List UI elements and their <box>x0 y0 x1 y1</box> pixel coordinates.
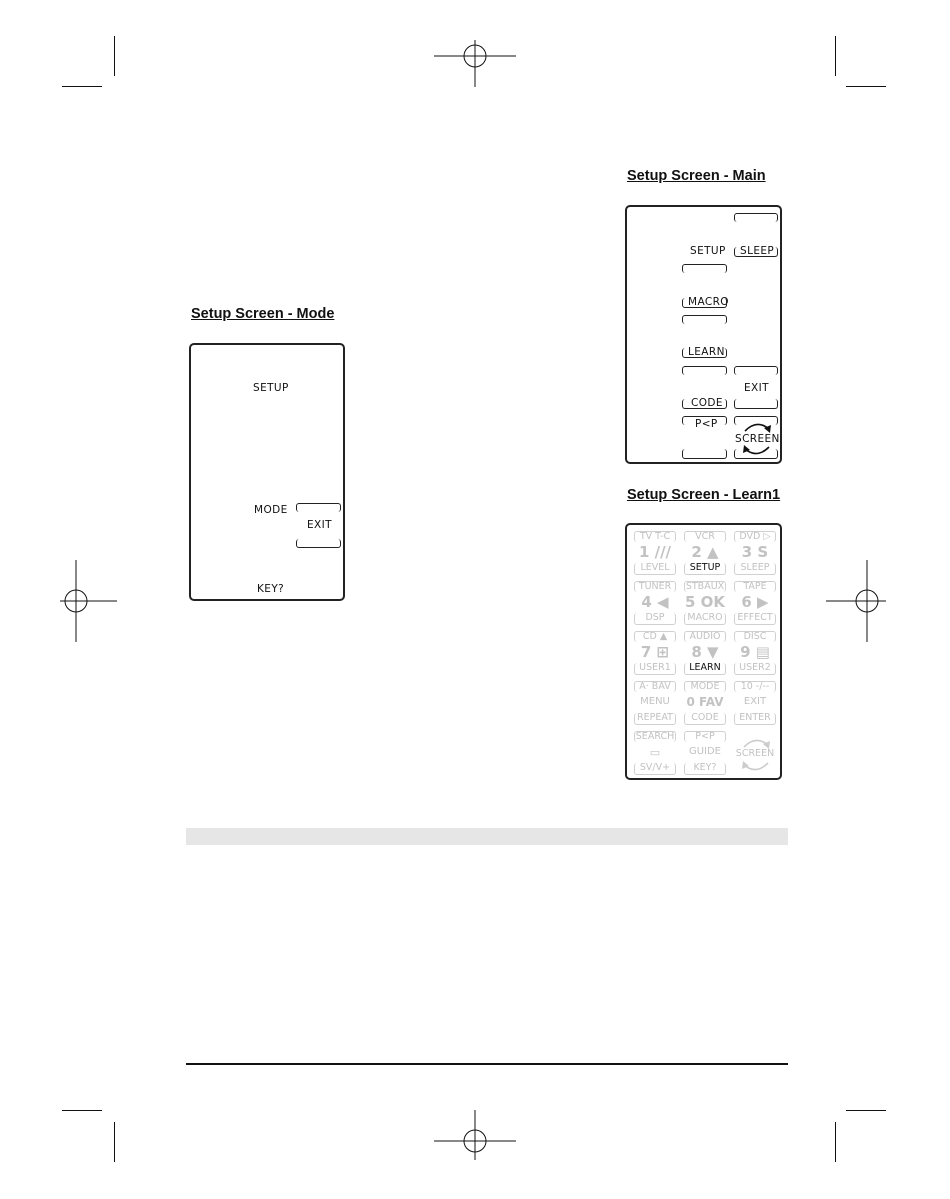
main-code-button[interactable]: CODE <box>691 397 723 409</box>
caption-setup-main: Setup Screen - Main <box>627 168 766 184</box>
footer-rule <box>186 1063 788 1065</box>
learn-key-0[interactable]: MODE 0 FAV CODE <box>682 681 728 727</box>
bracket <box>682 298 727 308</box>
section-band <box>186 828 788 845</box>
learn-key-5[interactable]: STBAUX 5 OK MACRO <box>684 581 726 623</box>
bracket <box>682 348 727 358</box>
bracket <box>734 247 778 257</box>
caption-setup-learn1: Setup Screen - Learn1 <box>627 487 781 503</box>
lcd-screen-learn1 <box>625 523 782 780</box>
mode-exit-button[interactable]: EXIT <box>307 519 332 531</box>
exit-key-top-bracket <box>296 503 341 512</box>
bracket <box>734 366 778 375</box>
crop-mark <box>62 86 102 87</box>
mode-key-label: KEY? <box>257 583 285 595</box>
learn-key-search[interactable]: SEARCH ▭ SV/V+ <box>635 731 675 773</box>
main-setup-label: SETUP <box>690 245 726 257</box>
bracket <box>682 315 727 324</box>
learn-key-4[interactable]: TUNER 4 ◀ DSP <box>632 581 678 627</box>
learn-key-10[interactable]: 10 -/-- EXIT ENTER <box>732 681 778 727</box>
bracket <box>682 449 727 459</box>
learn-key-pip[interactable]: P<P GUIDE KEY? <box>682 731 728 777</box>
mode-mode-label: MODE <box>254 504 288 516</box>
lcd-screen-main <box>625 205 782 464</box>
learn-key-3[interactable]: DVD ▷ 3 S SLEEP <box>732 531 778 577</box>
registration-mark-icon <box>434 15 516 97</box>
crop-mark <box>846 1110 886 1111</box>
main-pip-button[interactable]: P<P <box>695 418 718 430</box>
learn-key-7[interactable]: CD ▲ 7 ⊞ USER1 <box>632 631 678 677</box>
lcd-screen-mode <box>189 343 345 601</box>
learn-setup-label: SETUP <box>689 562 721 573</box>
learn-key-menu[interactable]: A· BAV MENU REPEAT <box>632 681 678 727</box>
crop-mark <box>114 1122 115 1162</box>
registration-mark-icon <box>35 560 117 642</box>
main-macro-button[interactable]: MACRO <box>688 296 729 308</box>
crop-mark <box>846 86 886 87</box>
registration-mark-icon <box>434 1100 516 1182</box>
learn-key-8-learn[interactable]: AUDIO 8 ▼ LEARN <box>682 631 728 677</box>
learn-key-screen[interactable]: SCREEN <box>732 731 778 777</box>
registration-mark-icon <box>826 560 908 642</box>
learn-key-2-setup[interactable]: VCR 2 ▲ SETUP <box>682 531 728 577</box>
crop-mark <box>114 36 115 76</box>
learn-key-9[interactable]: DISC 9 ▤ USER2 <box>732 631 778 677</box>
learn-key-6[interactable]: TAPE 6 ▶ EFFECT <box>732 581 778 627</box>
learn-learn-label: LEARN <box>689 662 721 673</box>
bracket <box>682 399 727 409</box>
bracket <box>682 264 727 273</box>
crop-mark <box>62 1110 102 1111</box>
main-screen-button[interactable]: SCREEN <box>735 433 780 445</box>
mode-setup-label: SETUP <box>253 382 289 394</box>
bracket <box>734 449 778 459</box>
exit-key-bottom-bracket <box>296 539 341 548</box>
main-exit-button[interactable]: EXIT <box>744 382 769 394</box>
main-learn-button[interactable]: LEARN <box>688 346 725 358</box>
bracket <box>682 366 727 375</box>
learn-key-1[interactable]: TV T-C 1 /// LEVEL <box>632 531 678 577</box>
crop-mark <box>835 1122 836 1162</box>
bracket <box>734 399 778 409</box>
crop-mark <box>835 36 836 76</box>
main-sleep-button[interactable]: SLEEP <box>740 245 775 257</box>
caption-setup-mode: Setup Screen - Mode <box>191 306 335 322</box>
bracket <box>734 213 778 222</box>
